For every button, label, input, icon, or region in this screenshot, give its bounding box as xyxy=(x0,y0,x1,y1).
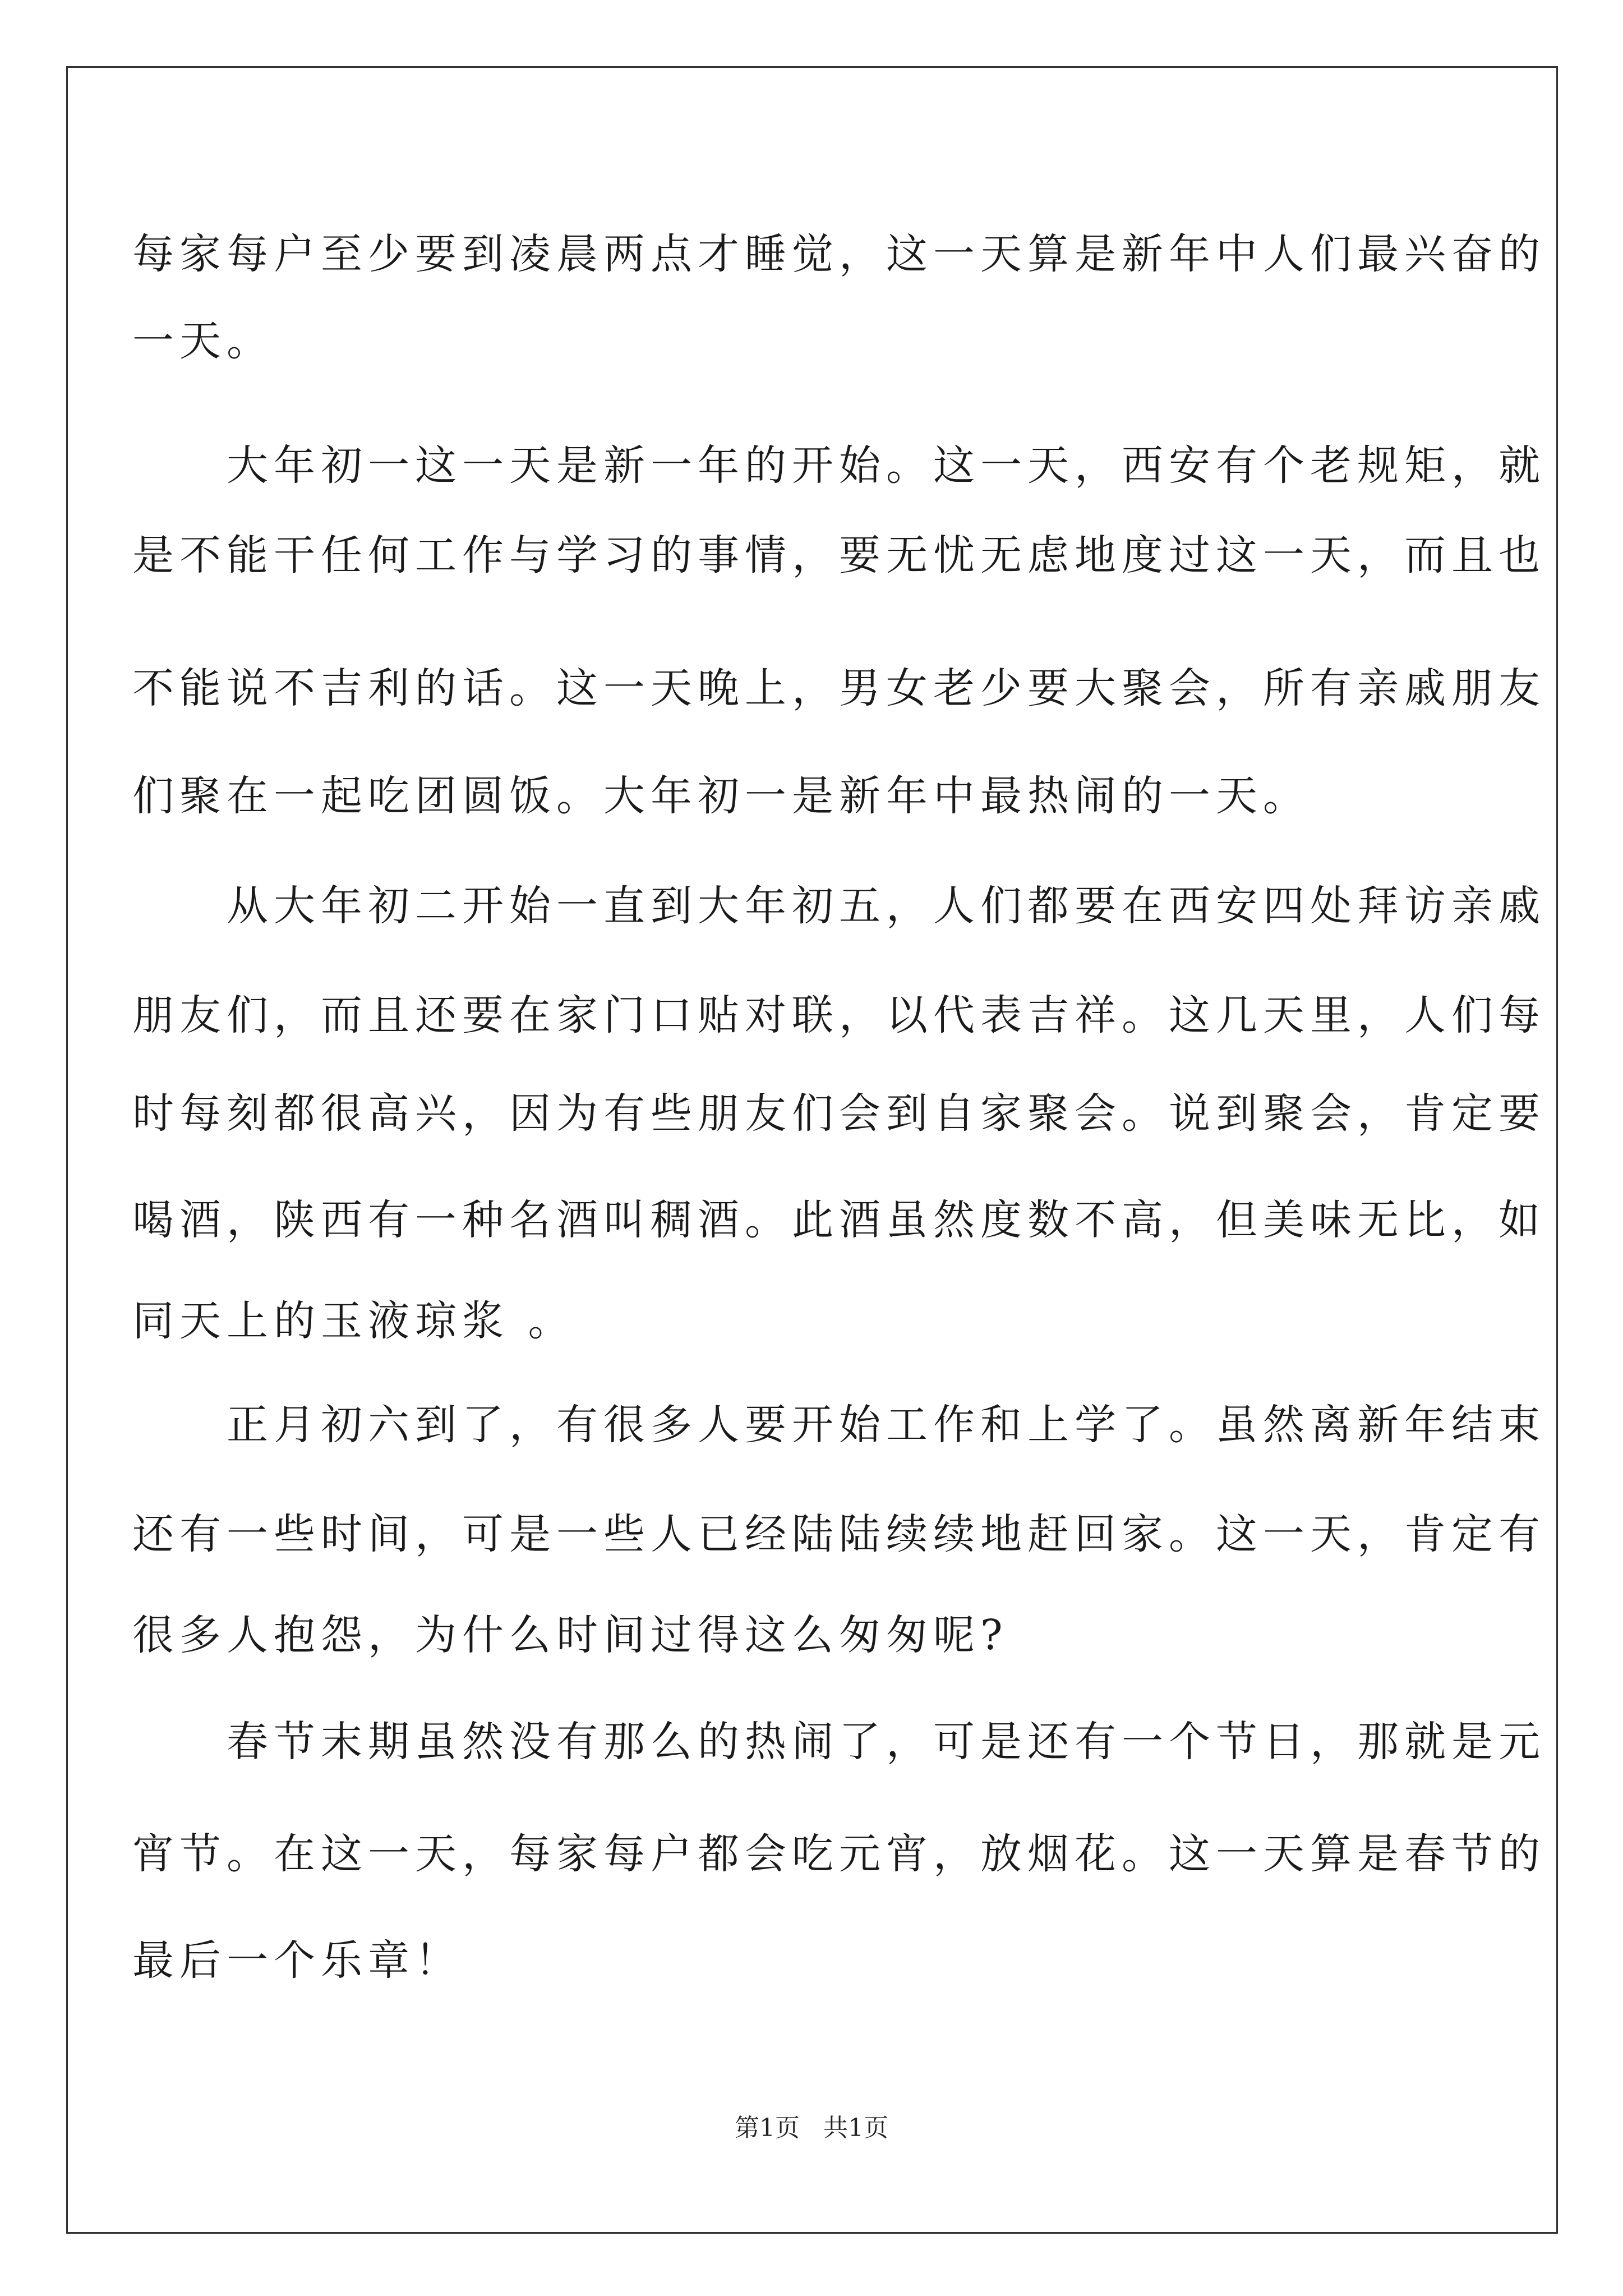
text-line: 每家每户至少要到凌晨两点才睡觉，这一天算是新年中人们最兴奋的 xyxy=(132,230,1546,278)
text-line: 一天。 xyxy=(132,317,274,365)
text-line: 春节末期虽然没有那么的热闹了，可是还有一个节日，那就是元 xyxy=(132,1718,1546,1766)
text-line: 是不能干任何工作与学习的事情，要无忧无虑地度过这一天，而且也 xyxy=(132,531,1546,579)
text-line: 正月初六到了，有很多人要开始工作和上学了。虽然离新年结束 xyxy=(132,1401,1546,1449)
text-line: 宵节。在这一天，每家每户都会吃元宵，放烟花。这一天算是春节的 xyxy=(132,1830,1546,1878)
text-line: 最后一个乐章！ xyxy=(132,1936,462,1985)
text-line: 大年初一这一天是新一年的开始。这一天，西安有个老规矩，就 xyxy=(132,441,1546,490)
text-line: 很多人抱怨，为什么时间过得这么匆匆呢? xyxy=(132,1611,1008,1659)
text-line: 不能说不吉利的话。这一天晚上，男女老少要大聚会，所有亲戚朋友 xyxy=(132,664,1546,712)
text-line: 们聚在一起吃团圆饭。大年初一是新年中最热闹的一天。 xyxy=(132,772,1310,820)
text-line: 还有一些时间，可是一些人已经陆陆续续地赶回家。这一天，肯定有 xyxy=(132,1510,1546,1558)
text-line: 时每刻都很高兴，因为有些朋友们会到自家聚会。说到聚会，肯定要 xyxy=(132,1089,1546,1138)
text-line: 同天上的玉液琼浆 。 xyxy=(132,1297,575,1345)
text-line: 朋友们，而且还要在家门口贴对联，以代表吉祥。这几天里，人们每 xyxy=(132,991,1546,1039)
page-border xyxy=(66,66,1558,2234)
text-line: 从大年初二开始一直到大年初五，人们都要在西安四处拜访亲戚 xyxy=(132,882,1546,930)
page-footer: 第1页 共1页 xyxy=(735,2114,888,2142)
text-line: 喝酒，陕西有一种名酒叫稠酒。此酒虽然度数不高，但美味无比，如 xyxy=(132,1196,1546,1244)
